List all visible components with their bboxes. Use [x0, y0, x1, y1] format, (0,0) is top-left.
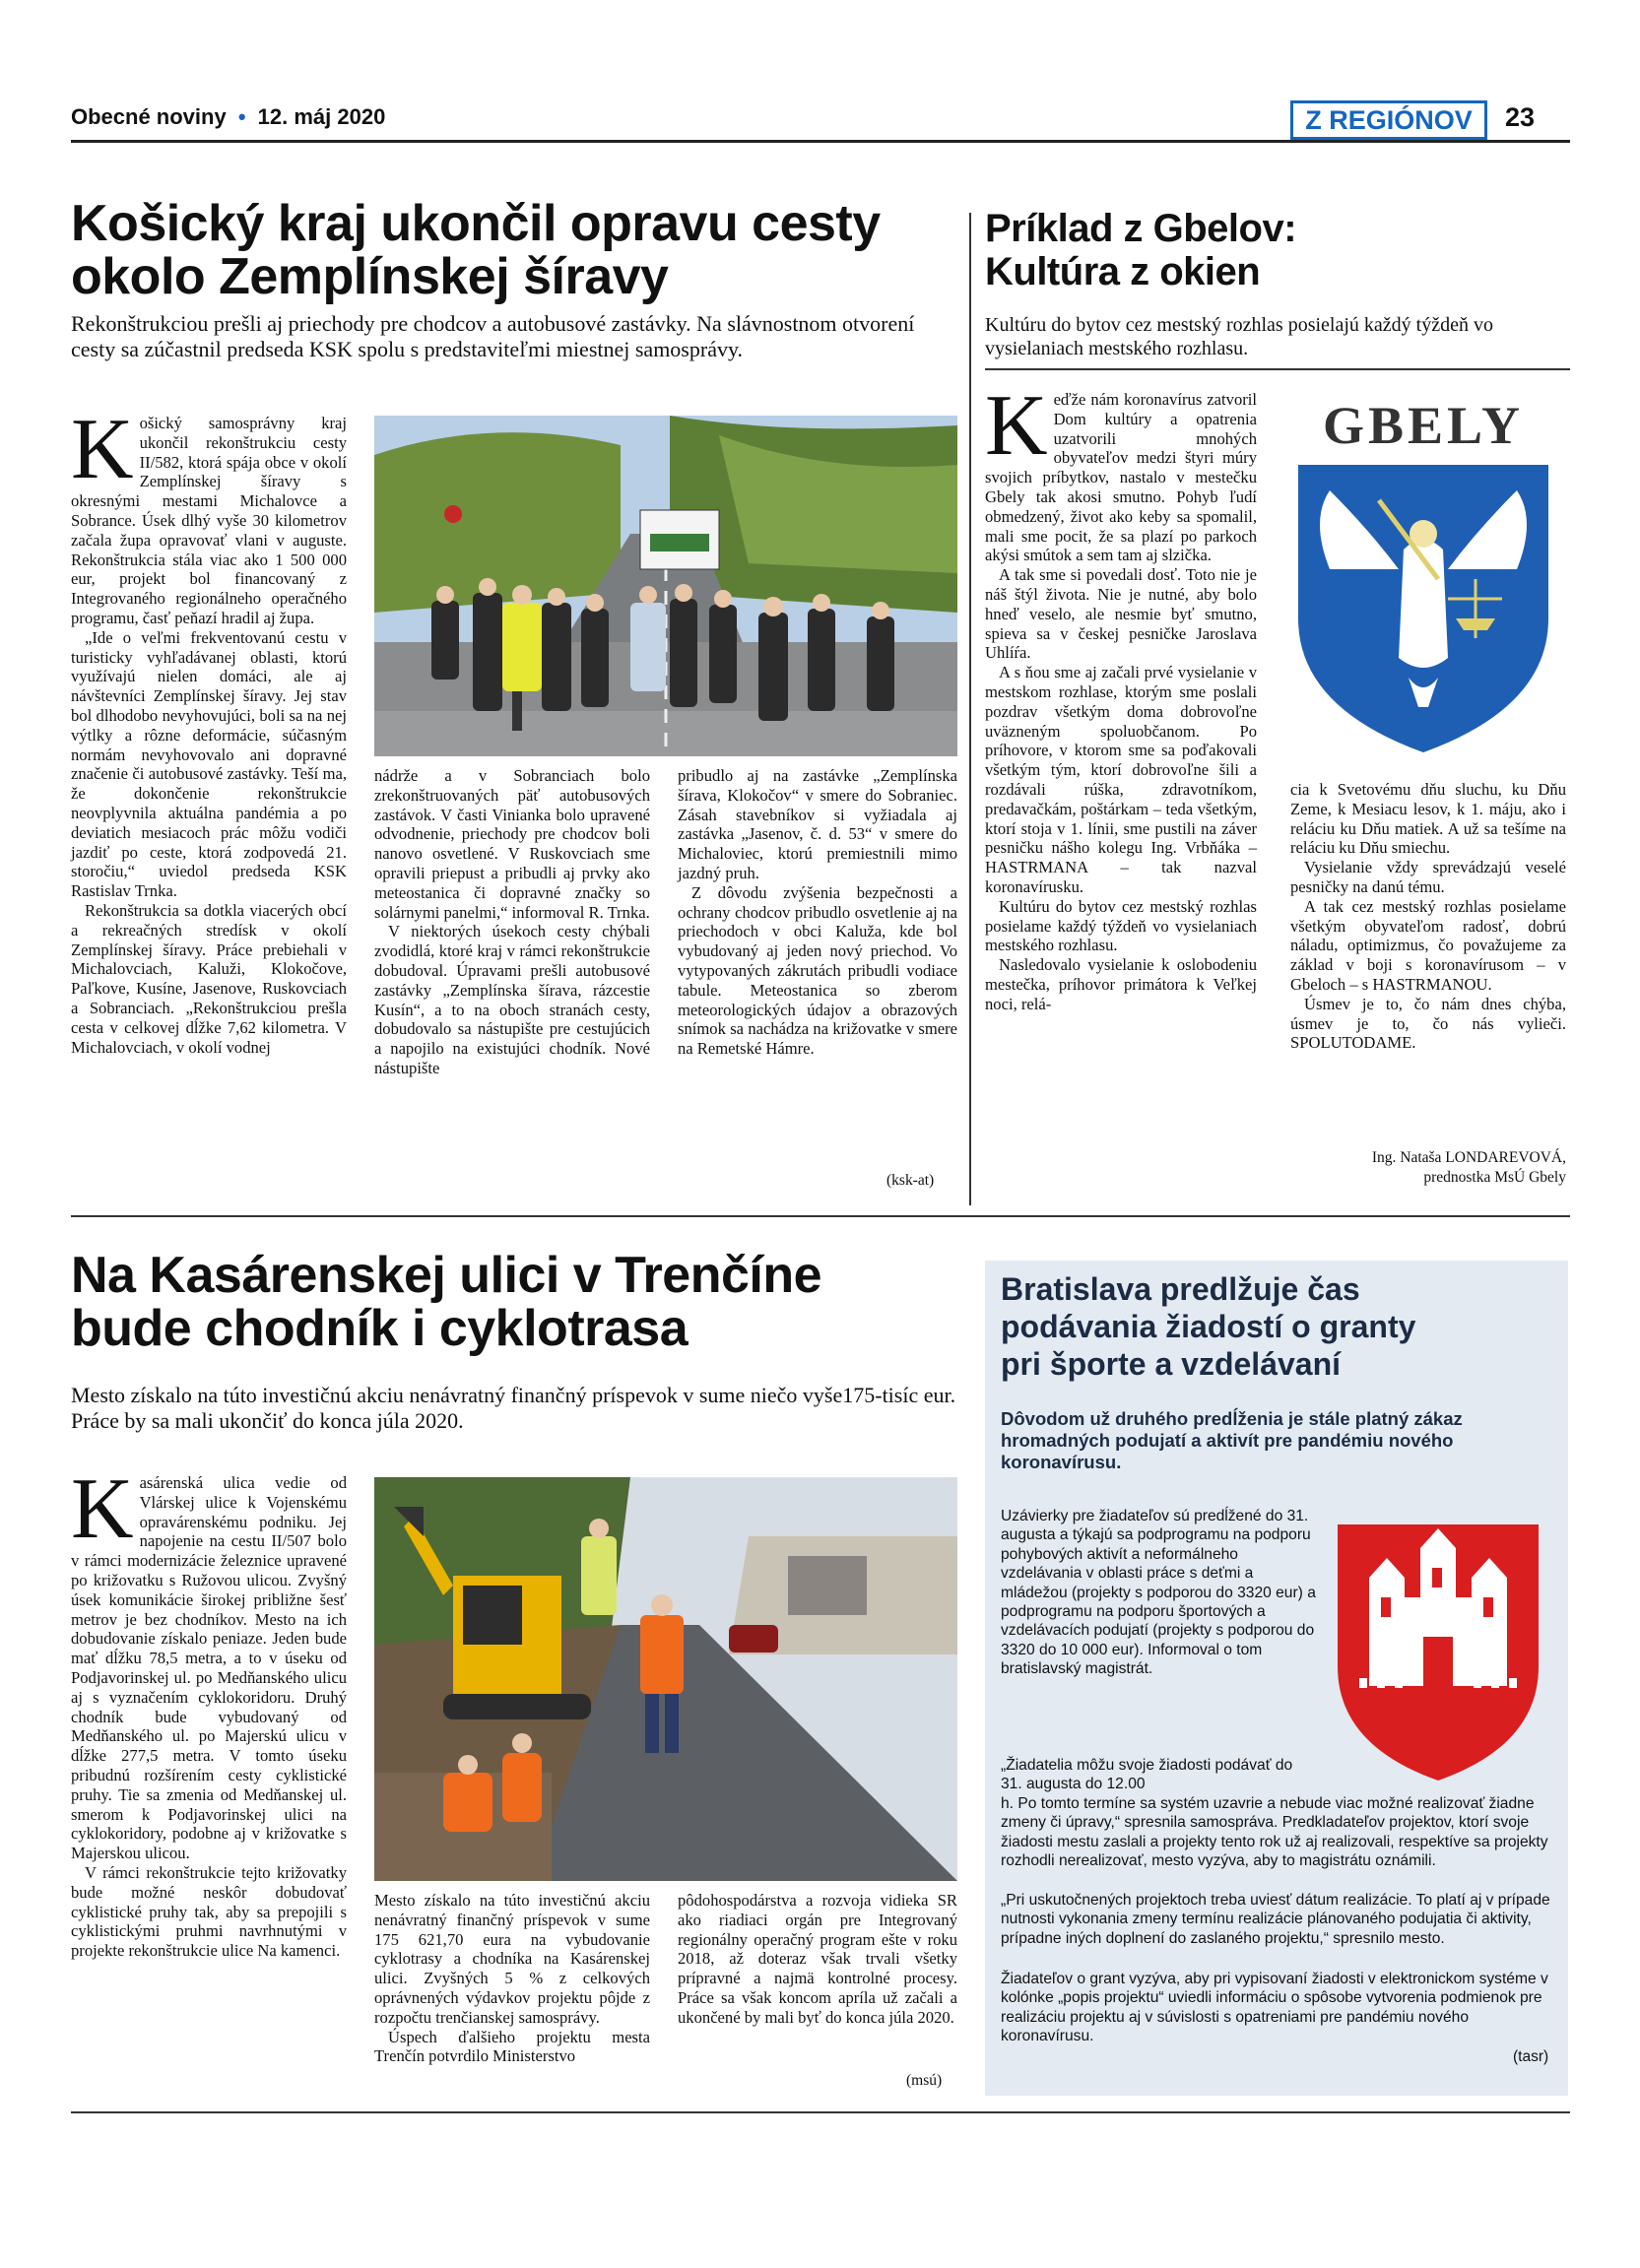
article3-lead: Mesto získalo na túto investičnú akciu nenávratný finančný príspevok v sume niečo vyše175-tisíc eur. Práce by sa mali ukončiť do konca júla 2020. — [71, 1383, 956, 1433]
article2-author: Ing. Nataša LONDAREVOVÁ, — [1371, 1149, 1566, 1166]
article2-lead: Kultúru do bytov cez mestský rozhlas posielajú každý týždeň vo vysielaniach mestského rozhlasu. — [985, 314, 1493, 359]
article2-dropcap: K — [985, 378, 1048, 474]
article4-signoff: (tasr) — [1513, 2048, 1549, 2065]
page-number: 23 — [1505, 102, 1536, 132]
article3-signoff: (msú) — [906, 2072, 943, 2089]
bratislava-coat-of-arms-icon — [1330, 1519, 1546, 1784]
article2-signoff — [1290, 1148, 1566, 1188]
article4-p2a: „Žiadatelia môžu svoje žiadosti podávať do 31. augusta do 12.00 — [1001, 1757, 1293, 1793]
article1-col3: pribudlo aj na zastávke „Zemplínska šírava, Klokočov“ v smere do Sobraniec. Zásah stavebníkov si vyžiadala aj zastávka „Jasenov, č. d. 53“ v smere do Michaloviec, ktorú premiestnili mimo jazdný pruh. Z dôvodu zvýšenia bezpečnosti a ochrany chodcov pribudlo osvetlenie aj na priechodoch v obci Kaluža, kde bol vybudovaný aj jeden nový priechod. Vo vytypovaných zákrutách pribudli vodiace tabule. Meteostanica so zberom meteorologických údajov a obrazových snímok sa nachádza na križovatke v smere na Remetské Hámre. — [678, 766, 957, 1059]
paper-name: Obecné noviny — [71, 104, 227, 129]
gbely-coat-of-arms — [1290, 396, 1556, 760]
article1-lead: Rekonštrukciou prešli aj priechody pre chodcov a autobusové zastávky. Na slávnostnom otvorení cesty sa zúčastnil predseda KSK spolu s predstaviteľmi miestnej samosprávy. — [71, 311, 915, 361]
article2-author-title: prednostka MsÚ Gbely — [1423, 1169, 1566, 1186]
article3-headline: Na Kasárenskej ulici v Trenčíne bude chodník i cyklotrasa — [71, 1247, 822, 1357]
article2-headline: Príklad z Gbelov: Kultúra z okien — [985, 207, 1297, 293]
article3-photo — [374, 1477, 957, 1881]
article4-p4: Žiadateľov o grant vyzýva, aby pri vypisovaní žiadosti v elektronickom systéme v kolónke „popis projektu“ uviedli informáciu o spôsobe vytvorenia podmienok pre realizáciu projektu aj v súvislosti s opatreniami pre pandémiu nového koronavírusu. — [1001, 1971, 1548, 2045]
gbely-shield-icon — [1290, 461, 1556, 756]
article4-p1: Uzávierky pre žiadateľov sú predĺžené do 31. augusta a týkajú sa podprogramu na podporu pohybových aktivít a neformálneho vzdelávania v oblasti práce s deťmi a mládežou (projekty s podporou do 3320 eur) a podprogramu na podporu športových a vzdelávacích podujatí (projekty s podporou do 3320 do 10 000 eur). Informoval o tom bratislavský magistrát. — [1001, 1508, 1316, 1678]
article4-lead: Dôvodom už druhého predĺženia je stále platný zákaz hromadných podujatí a aktivít pre pandémiu nového koronavírusu. — [1001, 1408, 1463, 1472]
article1-col2: nádrže a v Sobranciach bolo zrekonštruovaných päť autobusových zastávok. V časti Vinianka bolo upravené odvodnenie, priechody pre chodcov boli nanovo osvetlené. V Ruskovciach sme opravili priepust a pribudli aj prvky ako meteostanica či dopravné značky so solárnymi panelmi,“ informoval R. Trnka. V niektorých úsekoch cesty chýbali zvodidlá, ktoré kraj v rámci rekonštrukcie dobudoval. Úpravami prešli autobusové zastávky „Zemplínska šírava, rázcestie Kusín“, a to na oboch stranách cesty, dobudovalo sa nástupište pre cestujúcich a napojilo na existujúci chodník. Nové nástupište — [374, 766, 650, 1077]
middle-rule — [71, 1215, 1570, 1217]
column-divider-top — [969, 213, 971, 1205]
article4-p3: „Pri uskutočnených projektoch treba uviesť dátum realizácie. To platí aj v prípade nutnosti vykonania zmeny termínu realizácie plánovaného podujatia či aktivity, prípadne iných doplnení do zaslaného projektu,“ spresnilo mesto. — [1001, 1892, 1550, 1947]
article1-signoff: (ksk-at) — [886, 1172, 935, 1189]
article3-col1: Kasárenská ulica vedie od Vlárskej ulice k Vojenskému opravárenskému podniku. Jej napojenie na cestu II/507 bolo v rámci modernizácie železnice upravené po križovatku s Ružovou ulicou. Zvyšný úsek komunikácie širokej približne šesť metrov je bez chodníkov. Mesto na ich dobudovanie získalo peniaze. Jeden bude mať dĺžku 78,5 metra, a to v úseku od Podjavorinskej ul. po Medňanského ulicu aj s vyznačením cyklokoridoru. Druhý chodník bude vybudovaný od Medňanského ul. po Majerskú ulicu v dĺžke 277,5 metra. V tomto úseku pribudnú rozšírením cesty cyklistické pruhy. Tie sa zmenia od Medňanskej ul. smerom k Podjavorinskej ulici na cyklokoridory, podobne aj v križovatke s Majerskou ulicou. V rámci rekonštrukcie tejto križovatky bude možné neskôr dobudovať cyklistické pruhy tak, aby sa prepojili s cyklistickými pruhmi navrhnutými v projekte rekonštrukcie ulice Na kamenci. — [71, 1461, 347, 1961]
header-rule — [71, 140, 1570, 143]
header-bullet: • — [237, 104, 246, 129]
article3-col2: Mesto získalo na túto investičnú akciu nenávratný finančný príspevok v sume 175 621,70 eura na vybudovanie cyklotrasy a chodníka na Kasárenskej ulici. Zvyšných 5 % z celkových oprávnených výdavkov projektu pôjde z rozpočtu trenčianskej samosprávy. Úspech ďalšieho projektu mesta Trenčín potvrdilo Ministerstvo — [374, 1891, 650, 2066]
article3-col3: pôdohospodárstva a rozvoja vidieka SR ako riadiaci orgán pre Integrovaný regionálny operačný program ešte v roku 2018, až doteraz však trvali všetky prípravné a najmä kontrolné procesy. Práce sa však koncom apríla už začali a ukončené by mali byť do konca júla 2020. — [678, 1891, 957, 2027]
article1-col1: Košický samosprávny kraj ukončil rekonštrukciu cesty II/582, ktorá spája obce v okolí Zemplínskej šíravy s okresnými mestami Michalovce a Sobrance. Úsek dlhý vyše 30 kilometrov začala župa opravovať vlani v auguste. Rekonštrukcia stála viac ako 1 500 000 eur, projekt bol financovaný z Integrovaného regionálneho operačného programu, časť peňazí hradil aj župa. „Ide o veľmi frekventovanú cestu v turisticky vyhľadávanej oblasti, ktorú využívajú nielen domáci, ale aj návštevníci Zemplínskej šíravy. Jej stav bol dlhodobo nevyhovujúci, boli sa na nej výtlky a rôzne deformácie, súčasným normám nevyhovovalo ani dopravné značenie či autobusové zastávky. Teší ma, že dokončenie rekonštrukcie neovplyvnila aktuálna pandémia a po deviatich mesiacoch prác môžu vodiči jazdiť po ceste, ktorá zodpovedá 21. storočiu,“ uviedol predseda KSK Rastislav Trnka. Rekonštrukcia sa dotkla viacerých obcí a rekreačných stredísk v okolí Zemplínskej šíravy. Práce prebiehali v Michalovciach, Kaluži, Klokočove, Paľkove, Kusíne, Jasenove, Ruskovciach a Sobranciach. „Rekonštrukciou prešla cesta v celkovej dĺžke 7,62 kilometra. V Michalovciach, v okolí vodnej — [71, 402, 347, 1057]
article1-dropcap: K — [71, 402, 134, 497]
article4-headline: Bratislava predlžuje čas podávania žiadostí o granty pri športe a vzdelávaní — [1001, 1271, 1416, 1382]
section-label: Z REGIÓNOV — [1290, 100, 1487, 140]
article1-photo — [374, 416, 957, 756]
issue-date: 12. máj 2020 — [257, 104, 386, 129]
article2-col2: cia k Svetovému dňu sluchu, ku Dňu Zeme, k Mesiacu lesov, k 1. máju, ako i reláciu ku Dňu matiek. A už sa tešíme na reláciu ku Dňu smiechu. Vysielanie vždy sprevádzajú veselé pesničky na danú tému. A tak cez mestský rozhlas posielame všetkým obyvateľom radosť, dobrú náladu, optimizmus, čo považujeme za základ v boji s koronavírusom – v Gbeloch – s HASTRMANOU. Úsmev je to, čo nám dnes chýba, úsmev je to, čo nás vylieči. SPOLUTODAME. — [1290, 780, 1566, 1053]
article4-p2b: h. Po tomto termíne sa systém uzavrie a nebude viac možné realizovať žiadne zmeny či úpravy,“ spresnila samospráva. Predkladateľov projektov, ktorí svoje žiadosti mestu zaslali a projekty tento rok už aj realizovali, respektíve sa projekty rozhodli nerealizovať, mesto vyzýva, aby to magistrátu oznámili. — [1001, 1795, 1548, 1870]
gbely-logo-text: GBELY — [1322, 396, 1525, 455]
article3-dropcap: K — [71, 1461, 134, 1557]
article2-rule — [985, 368, 1570, 370]
article1-headline: Košický kraj ukončil opravu cesty okolo Zemplínskej šíravy — [71, 195, 881, 305]
bottom-rule — [71, 2111, 1570, 2113]
article2-col1: Keďže nám koronavírus zatvoril Dom kultúry a opatrenia uzatvorili mnohých obyvateľov medzi štyri múry svojich príbytkov, nastalo v mestečku Gbely tak akosi smutno. Pohyb ľudí obmedzený, život ako keby sa spomalil, mali sme pocit, že sa plazí po parkoch akýsi smútok a sem tam aj slzička. A tak sme si povedali dosť. Toto nie je náš štýl života. Nie je nutné, aby bolo hneď veselo, ale nesmie byť smutno, spieva sa v českej pesničke Jaroslava Uhlíŕa. A s ňou sme aj začali prvé vysielanie v mestskom rozhlase, ktorým sme poslali pozdrav všetkým doma dobrovoľne uväzneným spoluobčanom. Po príhovore, v ktorom sme sa poďakovali všetkým tým, ktorí dobrovoľne šili a rozdávali rúška, zdravotníkom, predavačkám, poštárkam – teda všetkým, ktorí stoja v 1. línii, sme pustili na záver pesničku nášho kolegu Ing. Vrbňáka – HASTRMANA – tak nazval koronavírusku. Kultúru do bytov cez mestský rozhlas posielame každý týždeň vo vysielaniach mestského rozhlasu. Nasledovalo vysielanie k oslobodeniu mestečka, príhovor primátora k Veľkej noci, relá- — [985, 378, 1257, 1013]
running-header — [71, 104, 385, 130]
